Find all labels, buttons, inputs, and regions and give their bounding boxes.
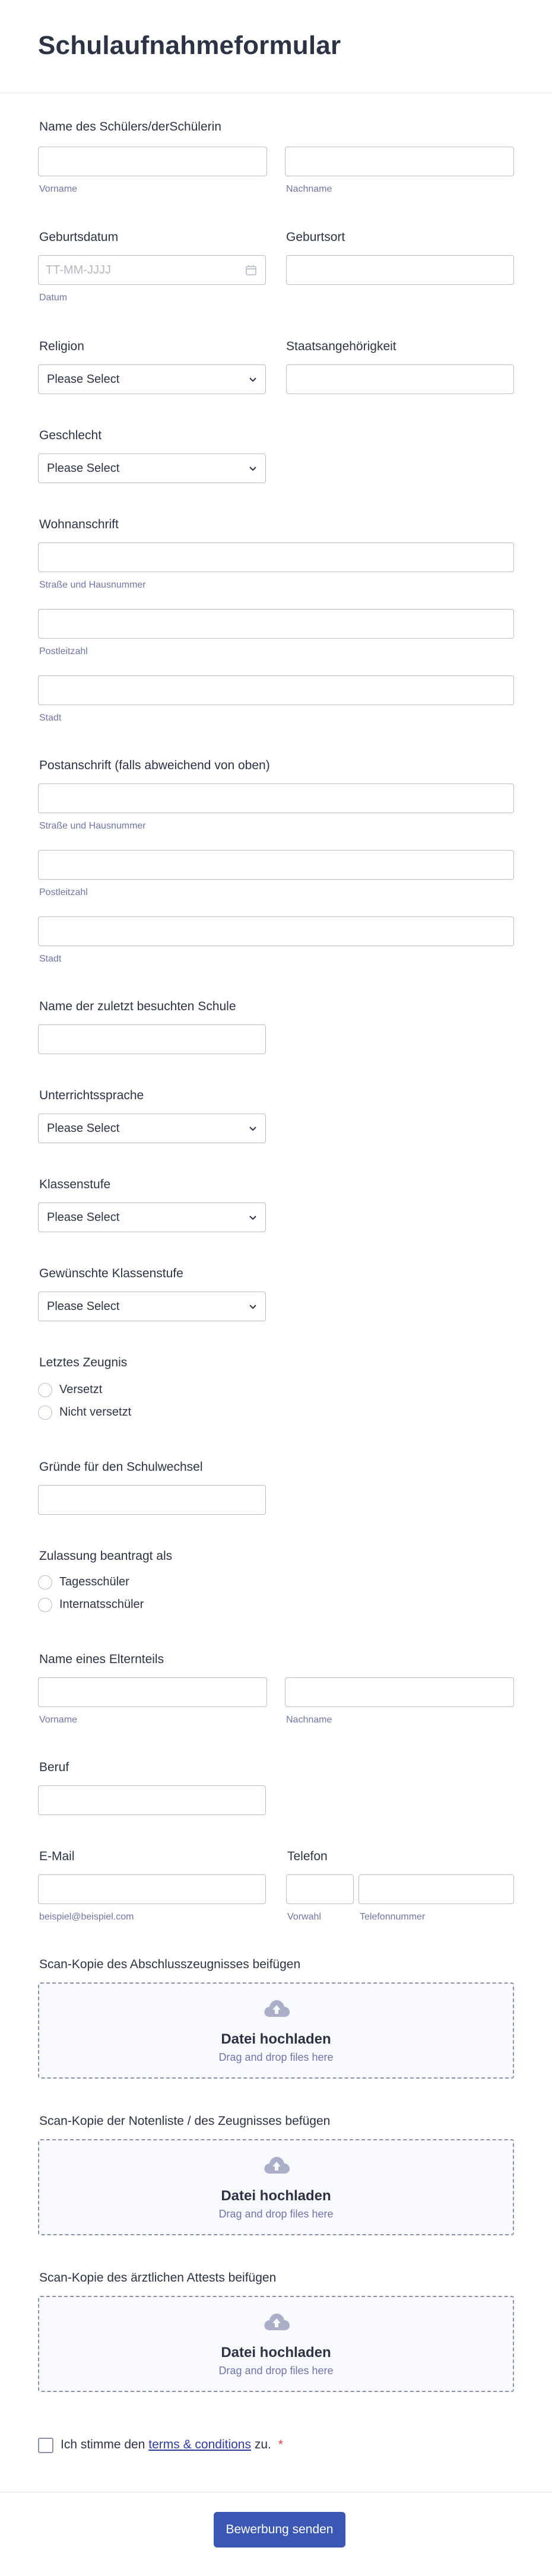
- job-input[interactable]: [38, 1785, 266, 1815]
- terms-prefix: Ich stimme den: [61, 2438, 145, 2451]
- parent-last-name-sublabel: Nachname: [286, 1715, 332, 1725]
- email-label: E-Mail: [39, 1849, 75, 1863]
- postal-address-label: Postanschrift (falls abweichend von oben): [39, 759, 270, 772]
- birthdate-label: Geburtsdatum: [39, 230, 119, 244]
- calendar-icon[interactable]: [245, 264, 257, 276]
- home-zip-sublabel: Postleitzahl: [39, 646, 88, 656]
- upload-dropzone-1[interactable]: [38, 1982, 514, 2079]
- language-selected-value: Please Select: [47, 1122, 120, 1135]
- phone-number-input[interactable]: [359, 1874, 514, 1904]
- home-street-input[interactable]: [38, 543, 514, 572]
- postal-zip-input[interactable]: [38, 850, 514, 880]
- reasons-label: Gründe für den Schulwechsel: [39, 1460, 203, 1474]
- job-label: Beruf: [39, 1760, 69, 1774]
- gender-selected-value: Please Select: [47, 462, 120, 475]
- home-address-label: Wohnanschrift: [39, 518, 119, 531]
- religion-select[interactable]: [38, 364, 266, 394]
- last-school-label: Name der zuletzt besuchten Schule: [39, 1000, 236, 1013]
- birthdate-input[interactable]: [38, 255, 266, 285]
- home-zip-input[interactable]: [38, 609, 514, 639]
- phone-area-input[interactable]: [286, 1874, 354, 1904]
- cloud-upload-icon: [262, 2155, 291, 2175]
- postal-city-input[interactable]: [38, 916, 514, 946]
- parent-name-label: Name eines Elternteils: [39, 1652, 164, 1666]
- upload-1-label: Scan-Kopie des Abschlusszeugnisses beifügen: [39, 1958, 301, 1971]
- postal-street-sublabel: Straße und Hausnummer: [39, 821, 146, 831]
- religion-selected-value: Please Select: [47, 373, 120, 386]
- email-input[interactable]: [38, 1874, 266, 1904]
- last-school-input[interactable]: [38, 1024, 266, 1054]
- parent-first-name-sublabel: Vorname: [39, 1715, 78, 1725]
- radio-nicht-versetzt-label: Nicht versetzt: [59, 1406, 132, 1419]
- grade-label: Klassenstufe: [39, 1178, 111, 1191]
- chevron-down-icon: [249, 1125, 257, 1133]
- desired-grade-selected-value: Please Select: [47, 1300, 120, 1313]
- reasons-input[interactable]: [38, 1485, 266, 1515]
- upload-3-label: Scan-Kopie des ärztlichen Attests beifügen: [39, 2271, 277, 2285]
- form-header: [0, 0, 552, 93]
- cloud-upload-icon: [262, 2311, 291, 2331]
- postal-zip-sublabel: Postleitzahl: [39, 887, 88, 897]
- admission-label: Zulassung beantragt als: [39, 1549, 173, 1563]
- upload-2-title: Datei hochladen: [221, 2188, 331, 2204]
- required-mark: *: [278, 2438, 283, 2451]
- upload-dropzone-2[interactable]: [38, 2139, 514, 2235]
- home-street-sublabel: Straße und Hausnummer: [39, 580, 146, 590]
- postal-city-sublabel: Stadt: [39, 954, 62, 964]
- form-title: Schulaufnahmeformular: [38, 31, 341, 60]
- gender-select[interactable]: [38, 453, 266, 483]
- upload-1-title: Datei hochladen: [221, 2031, 331, 2047]
- chevron-down-icon: [249, 376, 257, 384]
- terms-link[interactable]: terms & conditions: [148, 2438, 251, 2451]
- birthdate-sublabel: Datum: [39, 293, 68, 303]
- home-city-input[interactable]: [38, 675, 514, 705]
- cloud-upload-icon: [262, 1998, 291, 2018]
- phone-area-sublabel: Vorwahl: [287, 1912, 321, 1922]
- parent-first-name-input[interactable]: [38, 1677, 267, 1707]
- phone-label: Telefon: [287, 1849, 328, 1863]
- phone-number-sublabel: Telefonnummer: [360, 1912, 426, 1922]
- language-select[interactable]: [38, 1113, 266, 1143]
- radio-internatsschueler-label: Internatsschüler: [59, 1598, 144, 1611]
- terms-suffix: zu.: [254, 2438, 271, 2451]
- upload-1-subtitle: Drag and drop files here: [218, 2051, 334, 2063]
- birthdate-placeholder: TT-MM-JJJJ: [46, 264, 111, 277]
- last-report-label: Letztes Zeugnis: [39, 1356, 128, 1369]
- radio-internatsschueler[interactable]: [38, 1598, 52, 1612]
- upload-2-label: Scan-Kopie der Notenliste / des Zeugnisses befügen: [39, 2114, 331, 2128]
- chevron-down-icon: [249, 1303, 257, 1311]
- grade-selected-value: Please Select: [47, 1211, 120, 1224]
- nationality-input[interactable]: [286, 364, 514, 394]
- home-city-sublabel: Stadt: [39, 713, 62, 723]
- chevron-down-icon: [249, 465, 257, 473]
- nationality-label: Staatsangehörigkeit: [286, 340, 396, 353]
- terms-text: [61, 2438, 283, 2452]
- gender-label: Geschlecht: [39, 429, 102, 442]
- radio-versetzt[interactable]: [38, 1383, 52, 1397]
- upload-2-subtitle: Drag and drop files here: [218, 2208, 334, 2220]
- radio-tagesschueler-label: Tagesschüler: [59, 1575, 129, 1588]
- parent-last-name-input[interactable]: [285, 1677, 514, 1707]
- student-first-name-sublabel: Vorname: [39, 184, 78, 194]
- terms-checkbox[interactable]: [38, 2438, 53, 2453]
- desired-grade-label: Gewünschte Klassenstufe: [39, 1267, 183, 1280]
- radio-nicht-versetzt[interactable]: [38, 1406, 52, 1420]
- religion-label: Religion: [39, 340, 84, 353]
- chevron-down-icon: [249, 1214, 257, 1222]
- student-last-name-input[interactable]: [285, 147, 514, 176]
- student-name-label: Name des Schülers/derSchülerin: [39, 120, 221, 134]
- student-first-name-input[interactable]: [38, 147, 267, 176]
- upload-3-subtitle: Drag and drop files here: [218, 2365, 334, 2377]
- grade-select[interactable]: [38, 1203, 266, 1232]
- birthplace-label: Geburtsort: [286, 230, 345, 244]
- language-label: Unterrichtssprache: [39, 1089, 144, 1102]
- upload-3-title: Datei hochladen: [221, 2345, 331, 2361]
- student-last-name-sublabel: Nachname: [286, 184, 332, 194]
- radio-tagesschueler[interactable]: [38, 1575, 52, 1590]
- radio-versetzt-label: Versetzt: [59, 1383, 103, 1396]
- desired-grade-select[interactable]: [38, 1292, 266, 1321]
- upload-dropzone-3[interactable]: [38, 2296, 514, 2392]
- birthplace-input[interactable]: [286, 255, 514, 285]
- postal-street-input[interactable]: [38, 783, 514, 813]
- email-sublabel: beispiel@beispiel.com: [39, 1912, 134, 1922]
- submit-button[interactable]: Bewerbung senden: [214, 2512, 345, 2548]
